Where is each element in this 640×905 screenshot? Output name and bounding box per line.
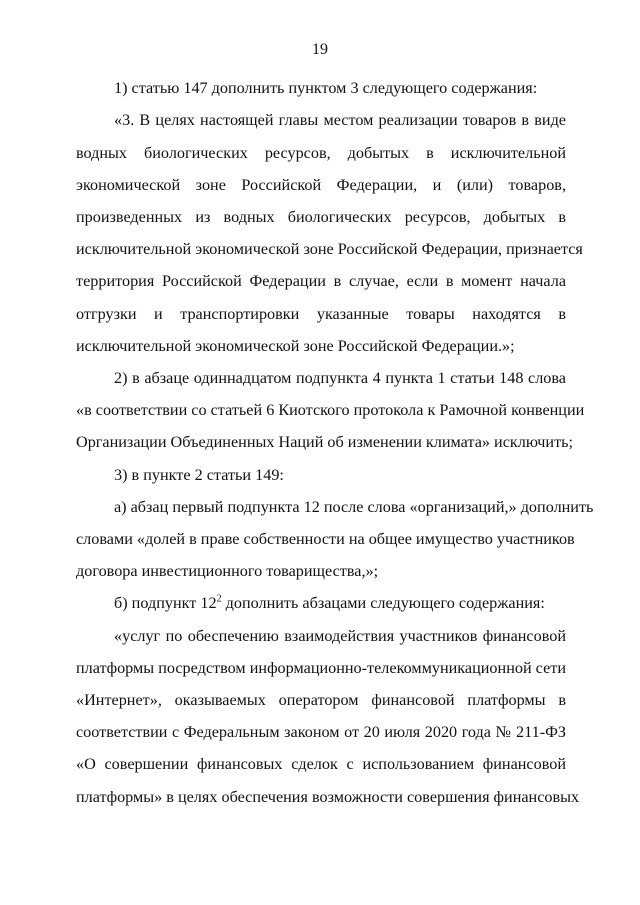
text-line: экономической зоне Российской Федерации, и (или) товаров, [76, 176, 566, 194]
text-run: б) подпункт 12 [114, 594, 217, 612]
page-number: 19 [312, 41, 328, 58]
text-line: «услуг по обеспечению взаимодействия участников финансовой [114, 627, 566, 645]
text-line: платформы посредством информационно-телекоммуникационной сети [76, 659, 566, 677]
text-line: словами «долей в праве собственности на общее имущество участников [76, 530, 575, 548]
text-line [114, 593, 566, 613]
text-line: водных биологических ресурсов, добытых в исключительной [76, 144, 566, 162]
text-line: исключительной экономической зоне Российской Федерации.»; [76, 337, 515, 355]
text-line: «3. В целях настоящей главы местом реализации товаров в виде [114, 111, 566, 129]
text-line: а) абзац первый подпункта 12 после слова «организаций,» дополнить [114, 498, 594, 516]
superscript: 2 [216, 593, 222, 605]
text-line: отгрузки и транспортировки указанные товары находятся в [76, 305, 566, 323]
text-line: «в соответствии со статьей 6 Киотского протокола к Рамочной конвенции [76, 401, 585, 419]
text-line: договора инвестиционного товарищества,»; [76, 562, 379, 580]
text-line: Организации Объединенных Наций об изменении климата» исключить; [76, 433, 574, 451]
text-line: 3) в пункте 2 статьи 149: [114, 466, 284, 484]
text-line: исключительной экономической зоне Российской Федерации, признается [76, 240, 583, 258]
text-run: дополнить абзацами следующего содержания: [221, 594, 545, 612]
text-line: «Интернет», оказываемых оператором финансовой платформы в [76, 691, 566, 709]
text-line: соответствии с Федеральным законом от 20 июля 2020 года № 211-ФЗ [76, 723, 566, 741]
text-line: 1) статью 147 дополнить пунктом 3 следующего содержания: [114, 79, 538, 97]
text-line: территория Российской Федерации в случае, если в момент начала [76, 272, 566, 290]
text-line: платформы» в целях обеспечения возможности совершения финансовых [76, 788, 580, 806]
text-line: «О совершении финансовых сделок с использованием финансовой [76, 755, 566, 773]
text-line: 2) в абзаце одиннадцатом подпункта 4 пункта 1 статьи 148 слова [114, 369, 566, 387]
text-line: произведенных из водных биологических ресурсов, добытых в [76, 208, 566, 226]
